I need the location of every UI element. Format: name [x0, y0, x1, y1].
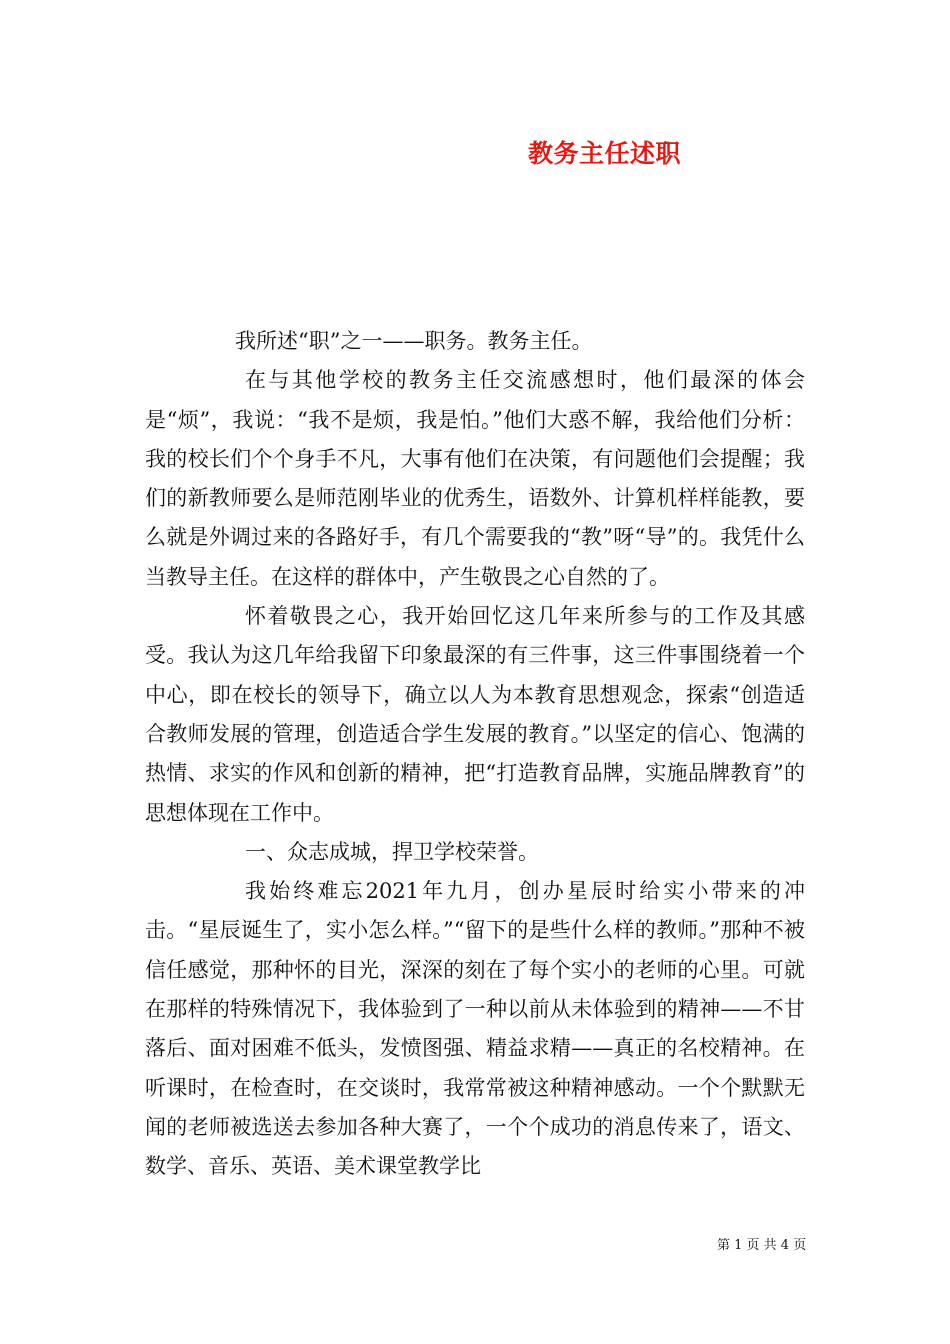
- document-body: [145, 322, 805, 1187]
- page-number-footer: 第 1 页 共 4 页: [717, 1238, 807, 1253]
- paragraph-intro: 我所述“职”之一——职务。教务主任。: [235, 329, 593, 353]
- paragraph-body: 我始终难忘2021年九月，创办星辰时给实小带来的冲击。“星辰诞生了，实小怎么样。”“留下的是些什么样的教师。”那种不被信任感觉，那种怀的目光，深深的刻在了每个实小的老师的心里。可就在那样的特殊情况下，我体验到了一种以前从未体验到的精神——不甘落后、面对困难不低头，发愤图强、精益求精——真正的名校精神。在听课时，在检查时，在交谈时，我常常被这种精神感动。一个个默默无闻的老师被选送去参加各种大赛了，一个个成功的消息传来了，语文、数学、音乐、英语、美术课堂教学比: [145, 879, 805, 1179]
- paragraph-body: 在与其他学校的教务主任交流感想时，他们最深的体会是“烦”，我说：“我不是烦，我是怕。”他们大惑不解，我给他们分析：我的校长们个个身手不凡，大事有他们在决策，有问题他们会提醒；我们的新教师要么是师范刚毕业的优秀生，语数外、计算机样样能教，要么就是外调过来的各路好手，有几个需要我的“教”呀“导”的。我凭什么当教导主任。在这样的群体中，产生敬畏之心自然的了。: [145, 368, 805, 589]
- document-title: 教务主任述职: [528, 139, 682, 168]
- section-heading: 一、众志成城，捍卫学校荣誉。: [245, 839, 539, 864]
- paragraph-body: 怀着敬畏之心，我开始回忆这几年来所参与的工作及其感受。我认为这几年给我留下印象最深的有三件事，这三件事围绕着一个中心，即在校长的领导下，确立以人为本教育思想观念，探索“创造适合教师发展的管理，创造适合学生发展的教育。”以坚定的信心、饱满的热情、求实的作风和创新的精神，把“打造教育品牌，实施品牌教育”的思想体现在工作中。: [145, 604, 805, 825]
